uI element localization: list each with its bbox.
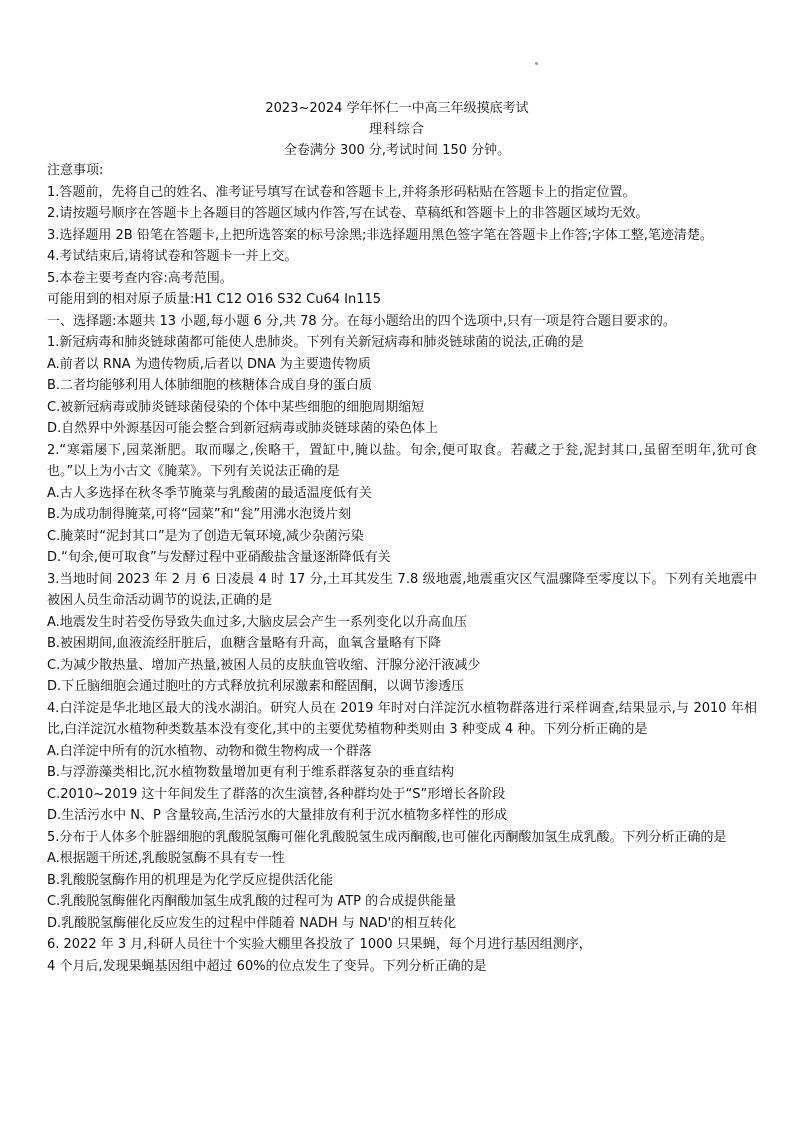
question-stem: 2.“寒霜屡下,园菜渐肥。取而曝之,俟略干，置缸中,腌以盐。旬余,便可取食。若藏之于瓮,泥封其口,虽留至明年,犹可食也。”以上为小古文《腌菜》。下列有关说法正确的是 [47,442,757,479]
exam-body [47,160,757,977]
option-c: C.2010~2019 这十年间发生了群落的次生演替,各种群均处于“S”形增长各阶段 [47,786,506,802]
option-d: D.生活污水中 N、P 含量较高,生活污水的大量排放有利于沉水植物多样性的形成 [47,808,508,823]
question-stem: 4 个月后,发现果蝇基因组中超过 60%的位点发生了变异。下列分析正确的是 [47,958,487,974]
option-b: B.为成功制得腌菜,可将“园菜”和“瓮”用沸水泡烫片刻 [47,507,352,522]
exam-subject: 理科综合 [368,122,425,137]
atomic-mass-info: 可能用到的相对原子质量:H1 C12 O16 S32 Cu64 In115 [47,292,382,307]
option-c: C.乳酸脱氢酶催化丙酮酸加氢生成乳酸的过程可为 ATP 的合成提供能量 [47,894,457,909]
question-stem: 3.当地时间 2023 年 2 月 6 日凌晨 4 时 17 分,土耳其发生 7.8 级地震,地震重灾区气温骤降至零度以下。下列有关地震中被困人员生命活动调节的说法,正确的是 [47,571,757,608]
notes-heading: 注意事项: [47,163,104,178]
option-d: D.“旬余,便可取食”与发酵过程中亚硝酸盐含量逐渐降低有关 [47,550,391,565]
option-b: B.被困期间,血液流经肝脏后，血糖含量略有升高，血氧含量略有下降 [47,636,442,651]
note-item: 2.请按题号顺序在答题卡上各题目的答题区域内作答,写在试卷、草稿纸和答题卡上的非答题区域均无效。 [47,206,649,221]
score-info: 全卷满分 300 分,考试时间 150 分钟。 [283,143,511,158]
option-d: D.下丘脑细胞会通过胞吐的方式释放抗利尿激素和醛固酮，以调节渗透压 [47,679,465,694]
option-a: A.根据题干所述,乳酸脱氢酶不具有专一性 [47,851,285,866]
option-a: A.白洋淀中所有的沉水植物、动物和微生物构成一个群落 [47,743,372,759]
question-6 [47,934,757,977]
scan-mark [535,62,538,65]
option-c: C.腌菜时“泥封其口”是为了创造无氧环境,减少杂菌污染 [47,528,364,544]
question-stem: 1.新冠病毒和肺炎链球菌都可能使人患肺炎。下列有关新冠病毒和肺炎链球菌的说法,正确的是 [47,335,584,350]
option-c: C.被新冠病毒或肺炎链球菌侵染的个体中某些细胞的细胞周期缩短 [47,399,425,415]
note-item: 5.本卷主要考查内容:高考范围。 [47,270,233,286]
option-a: A.地震发生时若受伤导致失血过多,大脑皮层会产生一系列变化以升高血压 [47,614,467,630]
option-a: A.古人多选择在秋冬季节腌菜与乳酸菌的最适温度低有关 [47,485,372,501]
note-item: 3.选择题用 2B 铅笔在答题卡,上把所选答案的标号涂黑;非选择题用黑色签字笔在答题卡上作答;字体工整,笔迹清楚。 [47,227,713,243]
question-1 [47,332,757,440]
option-c: C.为减少散热量、增加产热量,被困人员的皮肤血管收缩、汗腺分泌汗液减少 [47,657,481,673]
question-4 [47,698,757,827]
option-d: D.自然界中外源基因可能会整合到新冠病毒或肺炎链球菌的染色体上 [47,421,439,436]
exam-header [0,98,794,161]
option-d: D.乳酸脱氢酶催化反应发生的过程中伴随着 NADH 与 NAD'的相互转化 [47,915,457,931]
question-stem: 5.分布于人体多个脏器细胞的乳酸脱氢酶可催化乳酸脱氢生成丙酮酸,也可催化丙酮酸加氢生成乳酸。下列分析正确的是 [47,829,727,845]
question-2 [47,440,757,569]
option-b: B.乳酸脱氢酶作用的机理是为化学反应提供活化能 [47,872,334,888]
note-item: 1.答题前，先将自己的姓名、准考证号填写在试卷和答题卡上,并将条形码粘贴在答题卡上的指定位置。 [47,184,636,200]
note-item: 4.考试结束后,请将试卷和答题卡一并上交。 [47,249,298,264]
question-5 [47,827,757,935]
question-3 [47,569,757,698]
exam-title: 2023~2024 学年怀仁一中高三年级摸底考试 [265,101,529,116]
option-a: A.前者以 RNA 为遗传物质,后者以 DNA 为主要遗传物质 [47,356,371,372]
question-stem: 6. 2022 年 3 月,科研人员往十个实验大棚里各投放了 1000 只果蝇，每个月进行基因组测序， [47,937,592,952]
section-heading: 一、选择题:本题共 13 小题,每小题 6 分,共 78 分。在每小题给出的四个选项中,只有一项是符合题目要求的。 [47,313,676,329]
option-b: B.二者均能够利用人体肺细胞的核糖体合成自身的蛋白质 [47,378,373,393]
option-b: B.与浮游藻类相比,沉水植物数量增加更有利于维系群落复杂的垂直结构 [47,765,455,780]
question-stem: 4.白洋淀是华北地区最大的浅水湖泊。研究人员在 2019 年时对白洋淀沉水植物群落进行采样调查,结果显示,与 2010 年相比,白洋淀沉水植物种类数基本没有变化,其中的主要优势植物种类则由 3 种变成 4 种。下列分析正确的是 [47,700,757,737]
